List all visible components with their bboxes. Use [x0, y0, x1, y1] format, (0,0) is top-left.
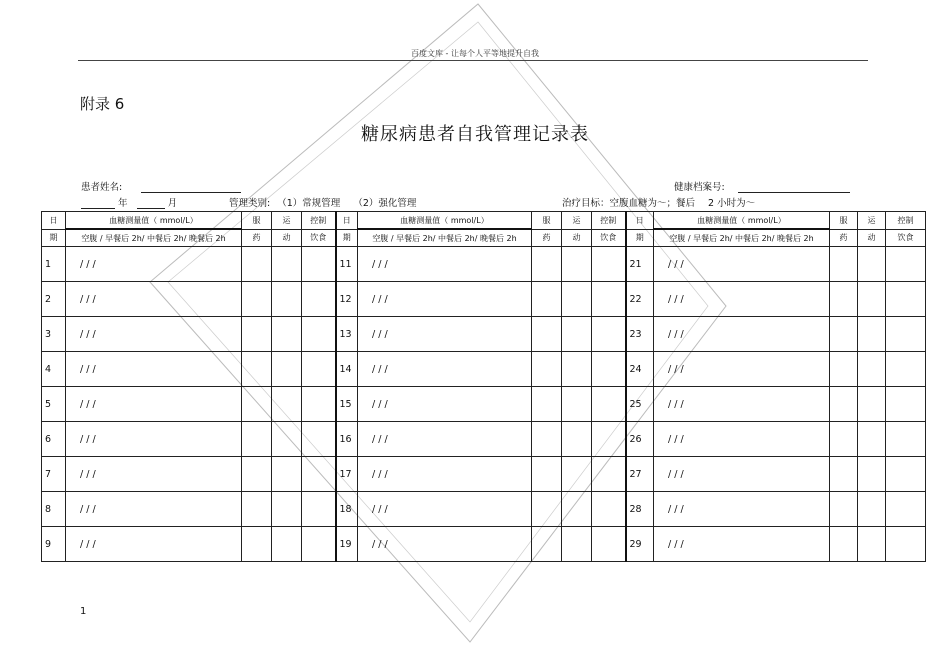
meds-entry-cell[interactable] [532, 492, 562, 527]
glucose-log-table [41, 211, 926, 562]
col-header-glucose: 血糖测量值（ mmol/L） [358, 212, 532, 230]
glucose-entry-cell[interactable]: / / / [358, 317, 532, 352]
header-row-1 [42, 212, 926, 230]
health-record-blank [738, 182, 850, 193]
treatment-goal [562, 195, 755, 209]
day-number: 7 [42, 457, 66, 492]
diet-entry-cell[interactable] [302, 387, 336, 422]
management-type-label: 管理类别: [229, 198, 271, 209]
exercise-entry-cell[interactable] [272, 282, 302, 317]
diet-entry-cell[interactable] [886, 317, 926, 352]
diet-entry-cell[interactable] [592, 317, 626, 352]
meds-entry-cell[interactable] [242, 527, 272, 562]
col-header-glucose-sub: 空腹 / 早餐后 2h/ 中餐后 2h/ 晚餐后 2h [66, 229, 242, 247]
glucose-entry-cell[interactable]: / / / [66, 387, 242, 422]
day-number: 5 [42, 387, 66, 422]
table-row [42, 282, 926, 317]
diet-entry-cell[interactable] [302, 352, 336, 387]
diet-entry-cell[interactable] [592, 527, 626, 562]
glucose-entry-cell[interactable]: / / / [358, 352, 532, 387]
diet-entry-cell[interactable] [302, 492, 336, 527]
col-header-day-2: 期 [42, 229, 66, 247]
diet-entry-cell[interactable] [302, 317, 336, 352]
table-row [42, 352, 926, 387]
col-header-meds: 服 [242, 212, 272, 230]
exercise-entry-cell[interactable] [272, 352, 302, 387]
meds-entry-cell[interactable] [830, 492, 858, 527]
col-header-diet: 控制 [592, 212, 626, 230]
day-number: 16 [336, 422, 358, 457]
exercise-entry-cell[interactable] [858, 282, 886, 317]
col-header-exercise-2: 动 [272, 229, 302, 247]
exercise-entry-cell[interactable] [562, 317, 592, 352]
exercise-entry-cell[interactable] [272, 527, 302, 562]
exercise-entry-cell[interactable] [858, 457, 886, 492]
col-header-glucose-sub: 空腹 / 早餐后 2h/ 中餐后 2h/ 晚餐后 2h [358, 229, 532, 247]
option-intensive: （2）强化管理 [353, 198, 417, 209]
day-number: 21 [626, 247, 654, 282]
day-number: 18 [336, 492, 358, 527]
diet-entry-cell[interactable] [592, 352, 626, 387]
col-header-day-2: 期 [626, 229, 654, 247]
diet-entry-cell[interactable] [886, 387, 926, 422]
day-number: 17 [336, 457, 358, 492]
meds-entry-cell[interactable] [242, 422, 272, 457]
meds-entry-cell[interactable] [532, 422, 562, 457]
col-header-day-2: 期 [336, 229, 358, 247]
meds-entry-cell[interactable] [242, 317, 272, 352]
table-row [42, 387, 926, 422]
glucose-entry-cell[interactable]: / / / [66, 247, 242, 282]
meds-entry-cell[interactable] [830, 387, 858, 422]
exercise-entry-cell[interactable] [562, 387, 592, 422]
diet-entry-cell[interactable] [592, 492, 626, 527]
meds-entry-cell[interactable] [242, 492, 272, 527]
meds-entry-cell[interactable] [532, 387, 562, 422]
meds-entry-cell[interactable] [830, 247, 858, 282]
meds-entry-cell[interactable] [830, 317, 858, 352]
glucose-entry-cell[interactable]: / / / [66, 527, 242, 562]
day-number: 28 [626, 492, 654, 527]
day-number: 26 [626, 422, 654, 457]
month-blank [137, 198, 165, 209]
day-number: 24 [626, 352, 654, 387]
glucose-entry-cell[interactable]: / / / [358, 422, 532, 457]
health-record-label: 健康档案号: [674, 182, 725, 193]
glucose-entry-cell[interactable]: / / / [654, 247, 830, 282]
meds-entry-cell[interactable] [830, 422, 858, 457]
glucose-entry-cell[interactable]: / / / [654, 527, 830, 562]
exercise-entry-cell[interactable] [272, 492, 302, 527]
meds-entry-cell[interactable] [830, 282, 858, 317]
diet-entry-cell[interactable] [302, 282, 336, 317]
exercise-entry-cell[interactable] [858, 527, 886, 562]
appendix-label: 附录 6 [80, 95, 125, 113]
diet-entry-cell[interactable] [302, 422, 336, 457]
col-header-diet-2: 饮食 [302, 229, 336, 247]
col-header-exercise: 运 [562, 212, 592, 230]
glucose-entry-cell[interactable]: / / / [654, 352, 830, 387]
col-header-day: 日 [336, 212, 358, 230]
col-header-diet-2: 饮食 [592, 229, 626, 247]
page-title: 糖尿病患者自我管理记录表 [361, 124, 589, 145]
diet-entry-cell[interactable] [592, 282, 626, 317]
day-number: 19 [336, 527, 358, 562]
col-header-meds-2: 药 [830, 229, 858, 247]
table-row [42, 317, 926, 352]
diet-entry-cell[interactable] [886, 422, 926, 457]
diet-entry-cell[interactable] [886, 282, 926, 317]
exercise-entry-cell[interactable] [858, 492, 886, 527]
day-number: 9 [42, 527, 66, 562]
meds-entry-cell[interactable] [830, 457, 858, 492]
col-header-exercise-2: 动 [562, 229, 592, 247]
diet-entry-cell[interactable] [592, 387, 626, 422]
col-header-diet-2: 饮食 [886, 229, 926, 247]
day-number: 23 [626, 317, 654, 352]
exercise-entry-cell[interactable] [858, 352, 886, 387]
day-number: 4 [42, 352, 66, 387]
glucose-entry-cell[interactable]: / / / [66, 282, 242, 317]
exercise-entry-cell[interactable] [562, 527, 592, 562]
site-header-line: 百度文库 - 让每个人平等地提升自我 [411, 49, 539, 58]
glucose-entry-cell[interactable]: / / / [654, 282, 830, 317]
meds-entry-cell[interactable] [532, 457, 562, 492]
glucose-entry-cell[interactable]: / / / [66, 317, 242, 352]
exercise-entry-cell[interactable] [562, 422, 592, 457]
meds-entry-cell[interactable] [532, 247, 562, 282]
day-number: 2 [42, 282, 66, 317]
glucose-entry-cell[interactable]: / / / [358, 282, 532, 317]
day-number: 27 [626, 457, 654, 492]
treatment-goal-postmeal: 2 小时为～ [708, 198, 756, 209]
glucose-entry-cell[interactable]: / / / [66, 422, 242, 457]
date-field [81, 195, 177, 209]
day-number: 6 [42, 422, 66, 457]
page-number: 1 [80, 606, 87, 617]
exercise-entry-cell[interactable] [858, 317, 886, 352]
col-header-glucose-sub: 空腹 / 早餐后 2h/ 中餐后 2h/ 晚餐后 2h [654, 229, 830, 247]
meds-entry-cell[interactable] [242, 247, 272, 282]
col-header-glucose: 血糖测量值（ mmol/L） [654, 212, 830, 230]
diet-entry-cell[interactable] [886, 492, 926, 527]
diet-entry-cell[interactable] [886, 247, 926, 282]
exercise-entry-cell[interactable] [858, 422, 886, 457]
exercise-entry-cell[interactable] [562, 492, 592, 527]
col-header-meds: 服 [532, 212, 562, 230]
management-type [229, 195, 416, 209]
col-header-diet: 控制 [302, 212, 336, 230]
glucose-entry-cell[interactable]: / / / [654, 492, 830, 527]
glucose-entry-cell[interactable]: / / / [358, 387, 532, 422]
treatment-goal-text: 治疗目标：空腹血糖为～；餐后 [562, 198, 696, 209]
table-row [42, 422, 926, 457]
day-number: 8 [42, 492, 66, 527]
day-number: 25 [626, 387, 654, 422]
exercise-entry-cell[interactable] [272, 247, 302, 282]
table-row [42, 492, 926, 527]
exercise-entry-cell[interactable] [562, 352, 592, 387]
exercise-entry-cell[interactable] [272, 387, 302, 422]
glucose-entry-cell[interactable]: / / / [654, 387, 830, 422]
exercise-entry-cell[interactable] [858, 247, 886, 282]
patient-name-blank [141, 182, 241, 193]
diet-entry-cell[interactable] [302, 247, 336, 282]
day-number: 13 [336, 317, 358, 352]
meds-entry-cell[interactable] [532, 527, 562, 562]
day-number: 29 [626, 527, 654, 562]
col-header-day: 日 [626, 212, 654, 230]
option-routine: （1）常规管理 [277, 198, 341, 209]
glucose-entry-cell[interactable]: / / / [66, 352, 242, 387]
meds-entry-cell[interactable] [242, 282, 272, 317]
glucose-entry-cell[interactable]: / / / [654, 422, 830, 457]
meds-entry-cell[interactable] [242, 352, 272, 387]
diet-entry-cell[interactable] [592, 422, 626, 457]
glucose-entry-cell[interactable]: / / / [654, 317, 830, 352]
header-rule [78, 60, 868, 61]
col-header-meds-2: 药 [532, 229, 562, 247]
col-header-day: 日 [42, 212, 66, 230]
day-number: 1 [42, 247, 66, 282]
diet-entry-cell[interactable] [592, 247, 626, 282]
meds-entry-cell[interactable] [532, 317, 562, 352]
meds-entry-cell[interactable] [532, 282, 562, 317]
patient-name-label: 患者姓名: [81, 182, 123, 193]
day-number: 22 [626, 282, 654, 317]
diet-entry-cell[interactable] [302, 527, 336, 562]
exercise-entry-cell[interactable] [562, 282, 592, 317]
month-label: 月 [167, 198, 178, 209]
exercise-entry-cell[interactable] [272, 317, 302, 352]
col-header-exercise: 运 [272, 212, 302, 230]
diet-entry-cell[interactable] [886, 457, 926, 492]
glucose-entry-cell[interactable]: / / / [358, 457, 532, 492]
day-number: 11 [336, 247, 358, 282]
glucose-entry-cell[interactable]: / / / [358, 247, 532, 282]
patient-name-field [81, 179, 241, 193]
meds-entry-cell[interactable] [830, 527, 858, 562]
meds-entry-cell[interactable] [242, 457, 272, 492]
header-row-2 [42, 229, 926, 247]
exercise-entry-cell[interactable] [858, 387, 886, 422]
table-row [42, 527, 926, 562]
diet-entry-cell[interactable] [592, 457, 626, 492]
table-row [42, 247, 926, 282]
meds-entry-cell[interactable] [830, 352, 858, 387]
exercise-entry-cell[interactable] [272, 457, 302, 492]
diet-entry-cell[interactable] [302, 457, 336, 492]
glucose-entry-cell[interactable]: / / / [358, 527, 532, 562]
col-header-glucose: 血糖测量值（ mmol/L） [66, 212, 242, 230]
day-number: 15 [336, 387, 358, 422]
exercise-entry-cell[interactable] [562, 457, 592, 492]
day-number: 14 [336, 352, 358, 387]
col-header-diet: 控制 [886, 212, 926, 230]
col-header-exercise-2: 动 [858, 229, 886, 247]
meds-entry-cell[interactable] [532, 352, 562, 387]
health-record-field [674, 179, 850, 193]
glucose-entry-cell[interactable]: / / / [358, 492, 532, 527]
day-number: 12 [336, 282, 358, 317]
diet-entry-cell[interactable] [886, 352, 926, 387]
diet-entry-cell[interactable] [886, 527, 926, 562]
col-header-meds: 服 [830, 212, 858, 230]
day-number: 3 [42, 317, 66, 352]
glucose-entry-cell[interactable]: / / / [66, 492, 242, 527]
glucose-entry-cell[interactable]: / / / [654, 457, 830, 492]
year-blank [81, 198, 115, 209]
col-header-exercise: 运 [858, 212, 886, 230]
table-row [42, 457, 926, 492]
exercise-entry-cell[interactable] [562, 247, 592, 282]
glucose-entry-cell[interactable]: / / / [66, 457, 242, 492]
exercise-entry-cell[interactable] [272, 422, 302, 457]
year-label: 年 [118, 198, 128, 209]
col-header-meds-2: 药 [242, 229, 272, 247]
meds-entry-cell[interactable] [242, 387, 272, 422]
